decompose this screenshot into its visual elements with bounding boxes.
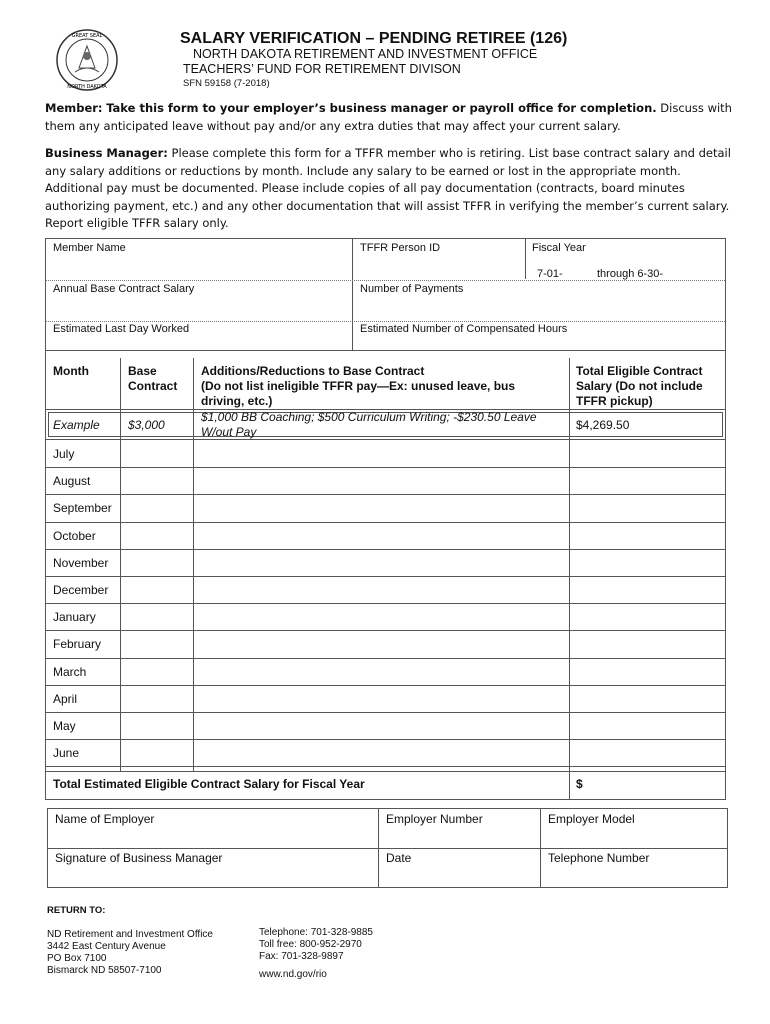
row-divider bbox=[46, 766, 725, 767]
member-name-field[interactable]: Member Name bbox=[53, 242, 126, 254]
row-divider bbox=[46, 603, 725, 604]
member-text: Discuss with them any anticipated leave without pay and/or any extra duties that may affect your current salary. bbox=[45, 101, 732, 133]
return-line-4: Bismarck ND 58507-7100 bbox=[47, 965, 162, 976]
col-total-header-2: Salary (Do not include bbox=[576, 379, 703, 393]
row-divider bbox=[46, 712, 725, 713]
telephone-number: Telephone: 701-328-9885 bbox=[259, 927, 373, 938]
return-line-2: 3442 East Century Avenue bbox=[47, 941, 166, 952]
row-divider bbox=[46, 576, 725, 577]
form-number: SFN 59158 (7-2018) bbox=[183, 78, 270, 89]
table-row-month: December bbox=[53, 583, 109, 597]
row-divider bbox=[46, 494, 725, 495]
toll-free-number: Toll free: 800-952-2970 bbox=[259, 939, 362, 950]
col-total-header-1: Total Eligible Contract bbox=[576, 364, 703, 378]
last-day-worked-field[interactable]: Estimated Last Day Worked bbox=[53, 323, 190, 335]
row-divider bbox=[46, 549, 725, 550]
row-divider bbox=[46, 658, 725, 659]
date-field[interactable]: Date bbox=[386, 851, 412, 865]
member-bold-text: Take this form to your employer’s business manager or payroll office for completion. bbox=[106, 101, 657, 115]
svg-text:NORTH DAKOTA: NORTH DAKOTA bbox=[67, 84, 107, 90]
col-total-header-3: TFFR pickup) bbox=[576, 394, 653, 408]
col-base-header-2: Contract bbox=[128, 379, 178, 393]
table-row-month: March bbox=[53, 665, 87, 679]
fax-number: Fax: 701-328-9897 bbox=[259, 951, 344, 962]
form-title: SALARY VERIFICATION – PENDING RETIREE (126) bbox=[180, 30, 568, 47]
table-row-month: July bbox=[53, 447, 75, 461]
row-divider bbox=[46, 522, 725, 523]
example-month: Example bbox=[53, 418, 100, 432]
compensated-hours-field[interactable]: Estimated Number of Compensated Hours bbox=[360, 323, 568, 335]
member-instructions bbox=[45, 100, 735, 135]
col-additions-header-1: Additions/Reductions to Base Contract bbox=[201, 364, 425, 378]
agency-name: NORTH DAKOTA RETIREMENT AND INVESTMENT OFFICE bbox=[193, 47, 538, 61]
row-divider bbox=[46, 685, 725, 686]
row-divider bbox=[46, 630, 725, 631]
signature-field[interactable]: Signature of Business Manager bbox=[55, 851, 223, 865]
table-row-month: November bbox=[53, 556, 109, 570]
col-month-header: Month bbox=[53, 364, 89, 378]
table-row-month: February bbox=[53, 637, 102, 651]
table-row-month: June bbox=[53, 746, 80, 760]
example-total: $4,269.50 bbox=[576, 418, 630, 432]
table-row-month: April bbox=[53, 692, 78, 706]
return-line-1: ND Retirement and Investment Office bbox=[47, 929, 213, 940]
row-divider bbox=[46, 467, 725, 468]
table-row-month: January bbox=[53, 610, 96, 624]
bm-label: Business Manager: bbox=[45, 146, 168, 160]
business-manager-instructions bbox=[45, 145, 735, 233]
telephone-field[interactable]: Telephone Number bbox=[548, 851, 650, 865]
employer-number-field[interactable]: Employer Number bbox=[386, 812, 483, 826]
state-seal-logo bbox=[55, 28, 119, 92]
total-label: Total Estimated Eligible Contract Salary for Fiscal Year bbox=[53, 777, 365, 791]
bm-text: Please complete this form for a TFFR member who is retiring. List base contract salary and detail any salary additions or reductions by month. Include any salary to be earned or lost in the appropriate month. Additional pay must be documented. Please include copies of all pay documentation (contracts, board minutes authorizing payment, etc.) and any other documentation that will assist TFFR in verifying the member’s current salary. Report eligible TFFR salary only. bbox=[45, 146, 731, 230]
return-to-heading: RETURN TO: bbox=[47, 905, 106, 916]
return-line-3: PO Box 7100 bbox=[47, 953, 107, 964]
example-additions-1: $1,000 BB Coaching; $500 Curriculum Writing; -$230.50 Leave bbox=[201, 410, 537, 424]
division-name: TEACHERS’ FUND FOR RETIREMENT DIVISON bbox=[183, 62, 461, 76]
table-row-month: September bbox=[53, 501, 112, 515]
fiscal-year-start: 7-01- bbox=[537, 268, 563, 280]
svg-text:GREAT SEAL: GREAT SEAL bbox=[71, 33, 103, 39]
example-additions-2: W/out Pay bbox=[201, 425, 257, 439]
fiscal-year-field[interactable]: Fiscal Year bbox=[532, 242, 586, 254]
number-of-payments-field[interactable]: Number of Payments bbox=[360, 283, 464, 295]
table-row-month: October bbox=[53, 529, 96, 543]
row-divider bbox=[46, 739, 725, 740]
table-row-month: May bbox=[53, 719, 76, 733]
website-link[interactable]: www.nd.gov/rio bbox=[259, 969, 327, 980]
col-base-header-1: Base bbox=[128, 364, 157, 378]
employer-name-field[interactable]: Name of Employer bbox=[55, 812, 155, 826]
member-label: Member: bbox=[45, 101, 103, 115]
tffr-person-id-field[interactable]: TFFR Person ID bbox=[360, 242, 441, 254]
col-additions-header-2: (Do not list ineligible TFFR pay—Ex: unused leave, bus bbox=[201, 379, 516, 393]
total-value-field[interactable]: $ bbox=[576, 777, 583, 791]
col-additions-header-3: driving, etc.) bbox=[201, 394, 273, 408]
fiscal-year-end: through 6-30- bbox=[597, 268, 664, 280]
annual-base-salary-field[interactable]: Annual Base Contract Salary bbox=[53, 283, 195, 295]
table-row-month: August bbox=[53, 474, 91, 488]
example-base: $3,000 bbox=[128, 418, 165, 432]
employer-model-field[interactable]: Employer Model bbox=[548, 812, 635, 826]
